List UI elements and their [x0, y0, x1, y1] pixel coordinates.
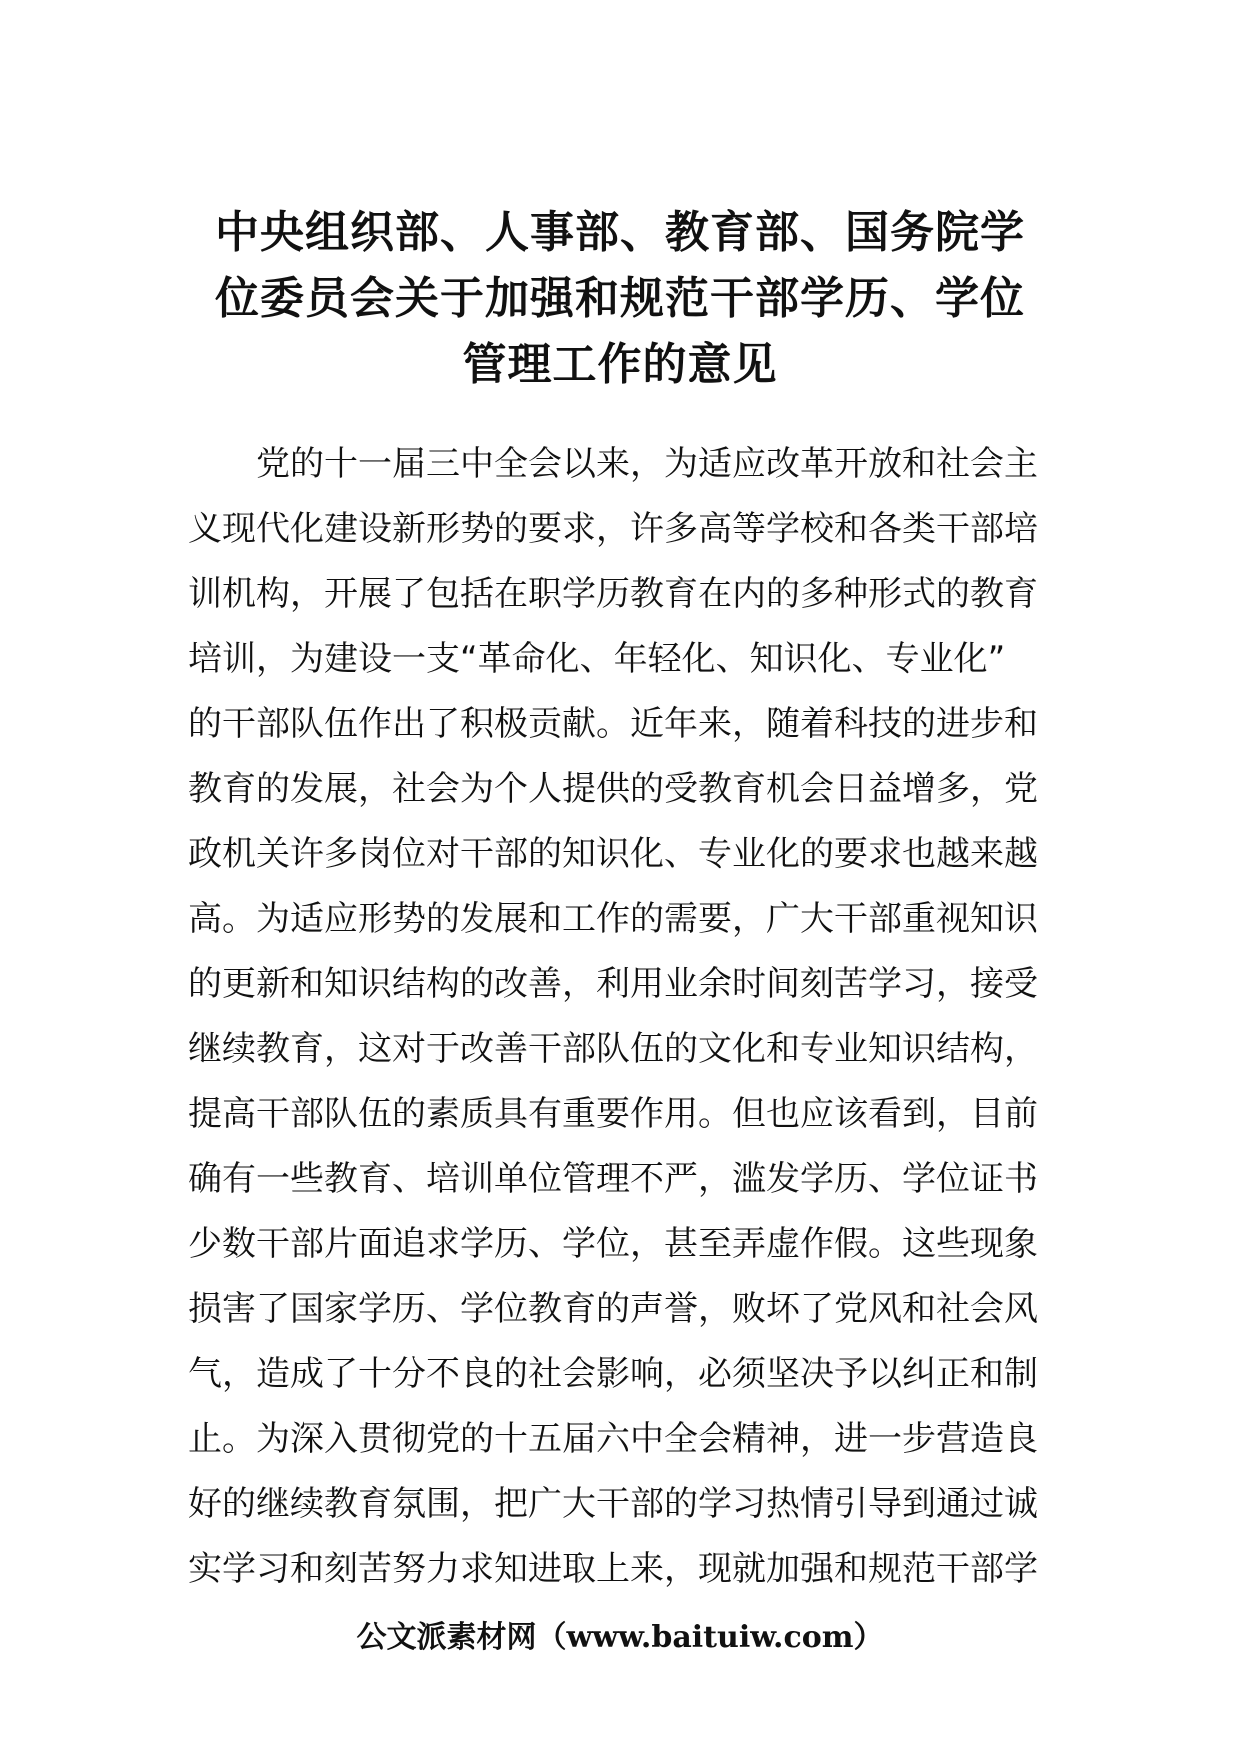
body-line: 少数干部片面追求学历、学位，甚至弄虚作假。这些现象: [188, 1224, 1038, 1264]
body-line: 继续教育，这对于改善干部队伍的文化和专业知识结构，: [188, 1029, 1038, 1069]
body-line: 训机构，开展了包括在职学历教育在内的多种形式的教育: [188, 574, 1038, 614]
body-line: 政机关许多岗位对干部的知识化、专业化的要求也越来越: [188, 834, 1038, 874]
body-line: 损害了国家学历、学位教育的声誉，败坏了党风和社会风: [188, 1289, 1038, 1329]
body-line: 实学习和刻苦努力求知进取上来，现就加强和规范干部学: [188, 1549, 1038, 1589]
body-line: 培训，为建设一支“革命化、年轻化、知识化、专业化”: [188, 639, 1006, 679]
body-line: 气，造成了十分不良的社会影响，必须坚决予以纠正和制: [188, 1354, 1038, 1394]
title-line: 中央组织部、人事部、教育部、国务院学: [215, 207, 1025, 258]
body-line: 义现代化建设新形势的要求，许多高等学校和各类干部培: [188, 509, 1038, 549]
body-line: 党的十一届三中全会以来，为适应改革开放和社会主: [256, 444, 1038, 484]
body-line: 好的继续教育氛围，把广大干部的学习热情引导到通过诚: [188, 1484, 1038, 1524]
body-line: 的更新和知识结构的改善，利用业余时间刻苦学习，接受: [188, 964, 1038, 1004]
body-line: 提高干部队伍的素质具有重要作用。但也应该看到，目前: [188, 1094, 1038, 1134]
body-line: 确有一些教育、培训单位管理不严，滥发学历、学位证书: [188, 1159, 1038, 1199]
title-line: 位委员会关于加强和规范干部学历、学位: [215, 273, 1025, 324]
body-line: 教育的发展，社会为个人提供的受教育机会日益增多，党: [188, 769, 1038, 809]
title-line: 管理工作的意见: [462, 339, 778, 390]
body-line: 高。为适应形势的发展和工作的需要，广大干部重视知识: [188, 899, 1038, 939]
body-line: 的干部队伍作出了积极贡献。近年来，随着科技的进步和: [188, 704, 1038, 744]
footer-watermark-text: 公文派素材网（www.baituiw.com）: [356, 1620, 884, 1655]
body-paragraph: [188, 432, 1058, 1602]
body-line: 止。为深入贯彻党的十五届六中全会精神，进一步营造良: [188, 1419, 1038, 1459]
document-title: [200, 200, 1040, 398]
